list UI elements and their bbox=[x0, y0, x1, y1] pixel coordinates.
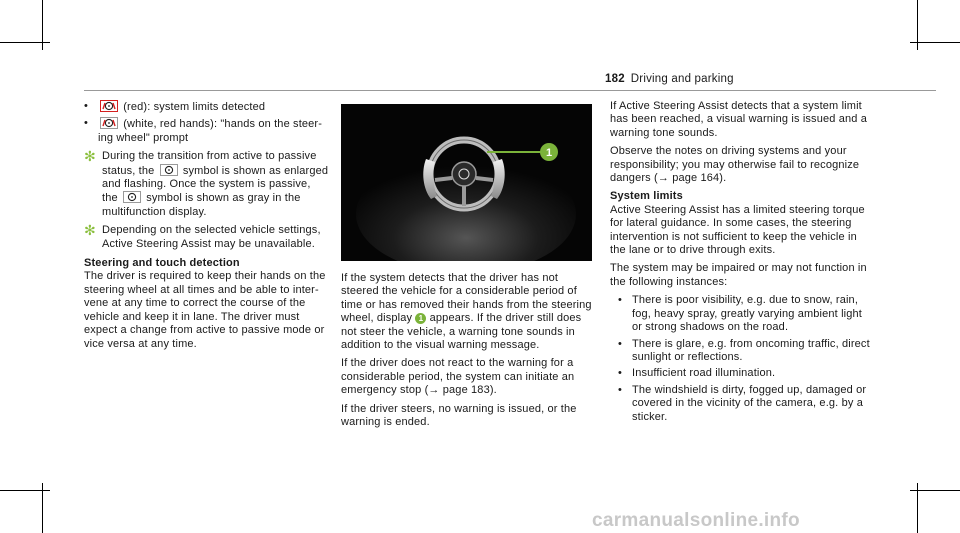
paragraph-text: If the system detects that the driver has not steered the vehicle for a considerable period of time or has removed their hands from the steering wheel, display bbox=[341, 272, 592, 325]
info-note bbox=[84, 224, 329, 251]
crop-mark bbox=[0, 490, 50, 491]
section-title: Driving and parking bbox=[630, 73, 734, 85]
paragraph-text: Observe the notes on driving systems and your responsibility; you may otherwise fail to recognize dangers ( bbox=[610, 145, 860, 185]
paragraph: The driver is required to keep their hands on the steering wheel at all times and be able to intervene at any time to correct the course of the vehicle and keep it in lane. The driver must expect a change from active to passive mode or vice versa at any time. bbox=[84, 270, 326, 350]
crop-mark bbox=[910, 42, 960, 43]
section-heading: Steering and touch detection bbox=[84, 257, 240, 270]
column-middle bbox=[341, 272, 592, 434]
column-right bbox=[610, 100, 872, 427]
page-reference-link[interactable]: page 164). bbox=[672, 172, 727, 185]
illustration-graphic bbox=[341, 104, 592, 261]
paragraph-text: appears. If the driver still does not steer the vehicle, a warning tone sounds in addition to the visual warning message. bbox=[341, 312, 582, 352]
paragraph bbox=[610, 145, 872, 185]
arrow-glyph: → bbox=[428, 384, 440, 397]
note-text: symbol is shown as gray in the multifunction display. bbox=[102, 192, 301, 218]
paragraph-text: If the driver does not react to the warning for a considerable period, the system can initiate an emergency stop ( bbox=[341, 357, 575, 397]
list-item: • The windshield is dirty, fogged up, damaged or covered in the vicinity of the camera, e.g. by a sticker. bbox=[618, 384, 872, 424]
figure-callout: 1 bbox=[545, 147, 553, 159]
page-number: 182 bbox=[605, 73, 625, 85]
crop-mark bbox=[0, 42, 50, 43]
list-item bbox=[84, 117, 329, 145]
arrow-glyph: → bbox=[657, 172, 669, 185]
paragraph: The system may be impaired or may not function in the following instances: bbox=[610, 262, 867, 288]
page-header bbox=[605, 73, 734, 85]
list-item: • There is glare, e.g. from oncoming traffic, direct sunlight or reflections. bbox=[618, 338, 872, 365]
list-item bbox=[84, 100, 329, 114]
note-text: Depending on the selected vehicle settings, Active Steering Assist may be unavailable. bbox=[102, 224, 321, 250]
steering-wheel-hands-red-icon bbox=[100, 100, 118, 112]
info-note bbox=[84, 150, 329, 219]
steering-wheel-illustration bbox=[341, 104, 592, 261]
info-icon: ✻ bbox=[84, 222, 96, 239]
callout-badge: 1 bbox=[415, 313, 426, 324]
steering-wheel-icon bbox=[123, 191, 141, 203]
paragraph: Active Steering Assist has a limited steering torque for lateral guidance. In some cases, the steering intervention is not sufficient to keep the vehicle in the lane or to drive through exits. bbox=[610, 203, 865, 257]
paragraph bbox=[341, 357, 592, 397]
note-text: During the transition from active to passive status, the bbox=[102, 150, 317, 177]
page-reference-link[interactable]: page 183). bbox=[442, 384, 497, 397]
bullet-text: (red): system limits detected bbox=[123, 101, 266, 113]
header-rule bbox=[84, 90, 936, 91]
paragraph: If the driver steers, no warning is issued, or the warning is ended. bbox=[341, 402, 577, 429]
paragraph bbox=[341, 272, 592, 352]
steering-wheel-icon bbox=[160, 164, 178, 176]
bullet-text: (white, red hands): "hands on the steering wheel" prompt bbox=[98, 118, 322, 144]
list-item: • There is poor visibility, e.g. due to snow, rain, fog, heavy spray, greatly varying ambient light or strong shadows on the road. bbox=[618, 294, 872, 334]
section-heading: System limits bbox=[610, 190, 683, 203]
column-left bbox=[84, 100, 329, 356]
paragraph: If Active Steering Assist detects that a system limit has been reached, a visual warning is issued and a warning tone sounds. bbox=[610, 100, 867, 139]
list-item: • Insufficient road illumination. bbox=[618, 367, 872, 380]
note-text: symbol is shown as enlarged and flashing. Once the system is passive, the bbox=[102, 164, 329, 205]
steering-wheel-hands-white-icon bbox=[100, 117, 118, 129]
info-icon: ✻ bbox=[84, 148, 96, 165]
watermark: carmanualsonline.info bbox=[592, 510, 800, 531]
crop-mark bbox=[910, 490, 960, 491]
